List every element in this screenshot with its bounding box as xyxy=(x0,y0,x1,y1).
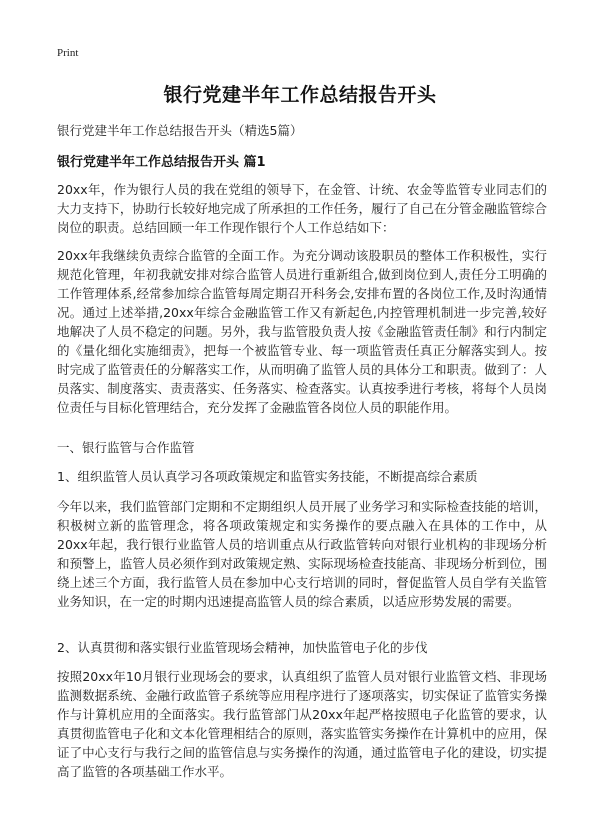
paragraph-supervision-overview: 20xx年我继续负责综合监管的全面工作。为充分调动该股职员的整体工作积极性，实行规范化管理，年初我就安排对综合监管人员进行重新组合,做到岗位到人,责任分工明确的工作管理体系,经常参加综合监管每周定期召开科务会,安排布置的各岗位工作,及时沟通情况。通过上述举措,20xx年综合金融监管工作又有新起色,内控管理机制进一步完善,较好地解决了人员不稳定的问题。另外，我与监管股负责人按《金融监管责任制》和行内制定的《量化细化实施细责》，把每一个被监管专业、每一项监管责任真正分解落实到人。按时完成了监管责任的分解落实工作，从而明确了监管人员的具体分工和职责。做到了：人员落实、制度落实、责责落实、任务落实、检查落实。认真按季进行考核，将每个人员岗位责任与目标化管理结合，充分发挥了金融监管各岗位人员的职能作用。 xyxy=(57,248,548,415)
page-title: 银行党建半年工作总结报告开头 xyxy=(163,84,437,106)
paragraph-electronic-supervision: 按照20xx年10月银行业现场会的要求，认真组织了监管人员对银行业监管文档、非现场监测数据系统、金融行政监管子系统等应用程序进行了逐项落实，切实保证了监管实务操作与计算机应用的全面落实。我行监管部门从20xx年起严格按照电子化监管的要求，认真贯彻监管电子化和文本化管理相结合的原则，落实监管实务操作在计算机中的应用，保证了中心支行与我行之间的监管信息与实务操作的沟通，通过监管电子化的建设，切实提高了监管的各项基础工作水平。 xyxy=(57,669,547,779)
heading-electronic-supervision: 2、认真贯彻和落实银行业监管现场会精神，加快监管电子化的步伐 xyxy=(57,640,428,655)
document-subtitle: 银行党建半年工作总结报告开头（精选5篇） xyxy=(57,123,303,138)
section-title: 银行党建半年工作总结报告开头 篇1 xyxy=(57,155,266,170)
paragraph-training: 今年以来，我们监管部门定期和不定期组织人员开展了业务学习和实际检查技能的培训，积极树立新的监管理念，将各项政策规定和实务操作的要点融入在具体的工作中，从20xx年起，我行银行业监管人员的培训重点从行政监管转向对银行业机构的非现场分析和预警上，监管人员必须作到对政策规定熟、实际现场检查技能高、非现场分析到位，围绕上述三个方面，我行监管人员在参加中心支行培训的同时，督促监管人员自学有关监管业务知识，在一定的时期内迅速提高监管人员的综合素质，以适应形势发展的需要。 xyxy=(57,499,547,609)
heading-training: 1、组织监管人员认真学习各项政策规定和监管实务技能，不断提高综合素质 xyxy=(57,469,478,484)
print-link[interactable]: Print xyxy=(57,47,79,59)
heading-banking-supervision: 一、银行监管与合作监管 xyxy=(57,440,195,455)
paragraph-intro: 20xx年，作为银行人员的我在党组的领导下，在金管、计统、农金等监管专业同志们的大力支持下，协助行长较好地完成了所承担的工作任务，履行了自己在分管金融监管综合岗位的职责。总结回顾一年工作现作银行个人工作总结如下： xyxy=(57,182,547,235)
